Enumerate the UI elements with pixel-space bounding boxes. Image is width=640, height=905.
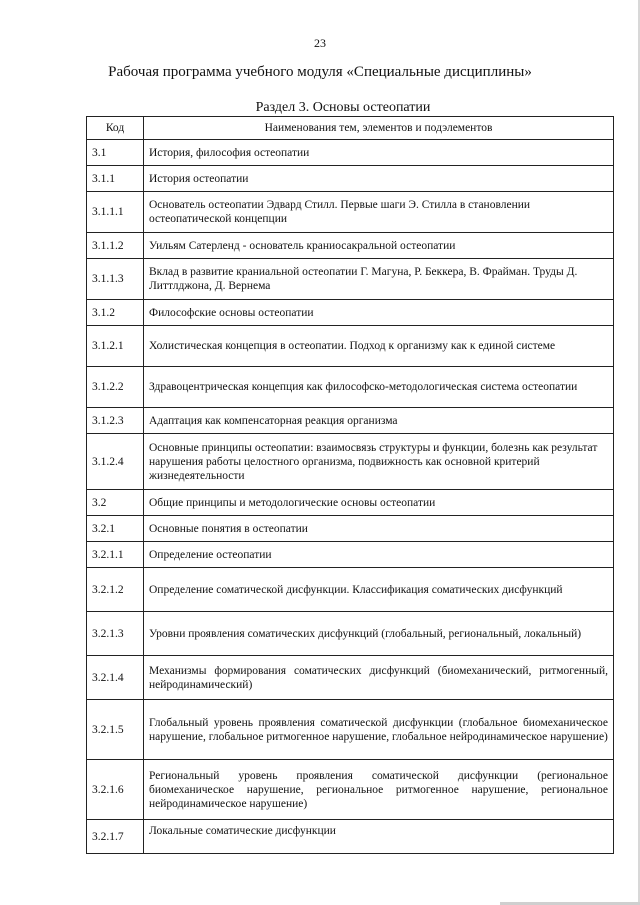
row-code: 3.2.1 bbox=[87, 516, 144, 542]
table-row bbox=[87, 300, 614, 326]
table-row bbox=[87, 700, 614, 760]
row-code: 3.1.2.2 bbox=[87, 367, 144, 408]
row-code: 3.1 bbox=[87, 140, 144, 166]
table-row bbox=[87, 542, 614, 568]
topics-table bbox=[86, 116, 614, 854]
row-name: Определение остеопатии bbox=[144, 542, 614, 568]
row-name: Основные принципы остеопатии: взаимосвязь структуры и функции, болезнь как результат нарушения работы целостного организма, подвижность как основной критерий жизнедеятельности bbox=[144, 434, 614, 490]
row-code: 3.2 bbox=[87, 490, 144, 516]
row-name: Основатель остеопатии Эдвард Стилл. Первые шаги Э. Стилла в становлении остеопатической концепции bbox=[144, 192, 614, 233]
row-code: 3.2.1.4 bbox=[87, 656, 144, 700]
table-row bbox=[87, 140, 614, 166]
row-code: 3.2.1.2 bbox=[87, 568, 144, 612]
table-row bbox=[87, 326, 614, 367]
row-name: Региональный уровень проявления соматической дисфункции (региональное биомеханическое нарушение, региональное ритмогенное нарушение, региональное нейродинамическое нарушение) bbox=[144, 760, 614, 820]
row-code: 3.2.1.5 bbox=[87, 700, 144, 760]
row-name: Локальные соматические дисфункции bbox=[144, 820, 614, 854]
row-code: 3.1.1 bbox=[87, 166, 144, 192]
row-name: Уильям Сатерленд - основатель краниосакральной остеопатии bbox=[144, 233, 614, 259]
table-row bbox=[87, 656, 614, 700]
row-code: 3.2.1.1 bbox=[87, 542, 144, 568]
row-name: История, философия остеопатии bbox=[144, 140, 614, 166]
row-name: Вклад в развитие краниальной остеопатии Г. Магуна, Р. Беккера, В. Фрайман. Труды Д. Литтлджона, Д. Вернема bbox=[144, 259, 614, 300]
row-name: История остеопатии bbox=[144, 166, 614, 192]
table-row bbox=[87, 408, 614, 434]
row-code: 3.2.1.6 bbox=[87, 760, 144, 820]
row-code: 3.1.1.1 bbox=[87, 192, 144, 233]
row-name: Глобальный уровень проявления соматической дисфункции (глобальное биомеханическое нарушение, глобальное ритмогенное нарушение, глобальное нейродинамическое нарушение) bbox=[144, 700, 614, 760]
row-name: Определение соматической дисфункции. Классификация соматических дисфункций bbox=[144, 568, 614, 612]
section-title: Раздел 3. Основы остеопатии bbox=[255, 100, 431, 115]
table-row bbox=[87, 434, 614, 490]
row-code: 3.1.1.2 bbox=[87, 233, 144, 259]
table-row bbox=[87, 516, 614, 542]
row-name: Холистическая концепция в остеопатии. Подход к организму как к единой системе bbox=[144, 326, 614, 367]
table-row bbox=[87, 166, 614, 192]
row-code: 3.2.1.7 bbox=[87, 820, 144, 854]
row-code: 3.1.2 bbox=[87, 300, 144, 326]
table-row bbox=[87, 568, 614, 612]
table-row bbox=[87, 490, 614, 516]
row-name: Уровни проявления соматических дисфункций (глобальный, региональный, локальный) bbox=[144, 612, 614, 656]
table-row bbox=[87, 192, 614, 233]
table-row bbox=[87, 820, 614, 854]
table-row bbox=[87, 367, 614, 408]
row-name: Философские основы остеопатии bbox=[144, 300, 614, 326]
table-row bbox=[87, 760, 614, 820]
header-name: Наименования тем, элементов и подэлементов bbox=[144, 117, 614, 140]
row-name: Основные понятия в остеопатии bbox=[144, 516, 614, 542]
table-row bbox=[87, 612, 614, 656]
table-header-row bbox=[87, 117, 614, 140]
table-row bbox=[87, 233, 614, 259]
row-code: 3.1.1.3 bbox=[87, 259, 144, 300]
row-name: Механизмы формирования соматических дисфункций (биомеханический, ритмогенный, нейродинамический) bbox=[144, 656, 614, 700]
row-name: Здравоцентрическая концепция как философско-методологическая система остеопатии bbox=[144, 367, 614, 408]
page-number: 23 bbox=[314, 36, 326, 50]
row-code: 3.1.2.1 bbox=[87, 326, 144, 367]
document-title: Рабочая программа учебного модуля «Специальные дисциплины» bbox=[108, 64, 532, 80]
row-code: 3.1.2.3 bbox=[87, 408, 144, 434]
header-code: Код bbox=[87, 117, 144, 140]
row-code: 3.1.2.4 bbox=[87, 434, 144, 490]
row-name: Общие принципы и методологические основы остеопатии bbox=[144, 490, 614, 516]
row-code: 3.2.1.3 bbox=[87, 612, 144, 656]
table-row bbox=[87, 259, 614, 300]
row-name: Адаптация как компенсаторная реакция организма bbox=[144, 408, 614, 434]
